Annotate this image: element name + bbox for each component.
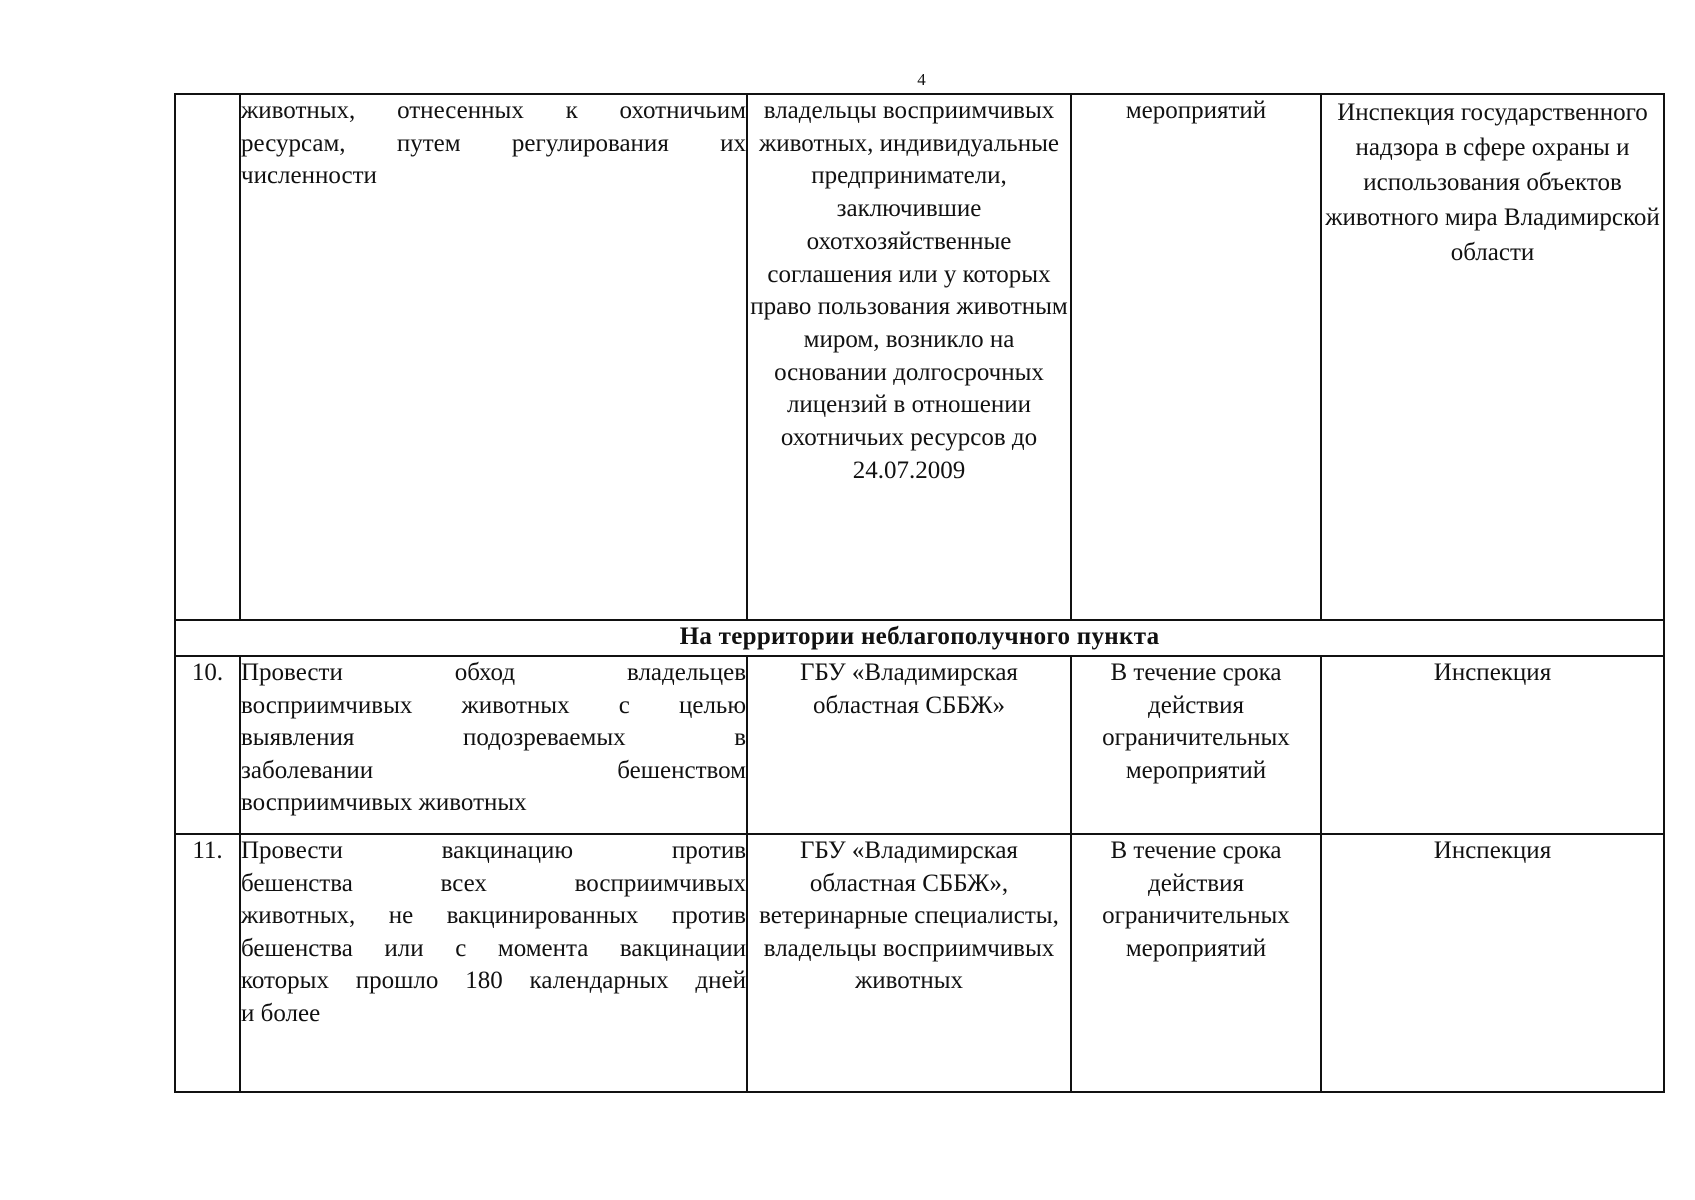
action-cell bbox=[240, 656, 747, 834]
control-cell: Инспекция bbox=[1321, 656, 1664, 834]
term-cell: мероприятий bbox=[1071, 94, 1321, 620]
action-line: и более bbox=[241, 999, 321, 1027]
section-title: На территории неблагополучного пункта bbox=[175, 620, 1664, 656]
action-line: ресурсам, путем регулирования их bbox=[241, 129, 746, 157]
action-line: Провести вакцинацию против bbox=[241, 837, 746, 864]
action-line: бешенства всех восприимчивых bbox=[241, 869, 746, 897]
responsible-cell: ГБУ «Владимирская областная СББЖ», ветеринарные специалисты, владельцы восприимчивых животных bbox=[747, 834, 1071, 1092]
action-line: численности bbox=[241, 162, 377, 189]
action-line: восприимчивых животных с целью bbox=[241, 691, 746, 719]
action-line: которых прошло 180 календарных дней bbox=[241, 967, 746, 994]
control-cell: Инспекция государственного надзора в сфере охраны и использования объектов животного мира Владимирской области bbox=[1321, 94, 1664, 620]
action-line: Провести обход владельцев bbox=[241, 659, 746, 686]
row-number-cell bbox=[175, 94, 240, 620]
row-number-cell: 11. bbox=[175, 834, 240, 1092]
measures-table bbox=[174, 93, 1665, 1093]
term-cell: В течение срока действия ограничительных мероприятий bbox=[1071, 834, 1321, 1092]
responsible-cell: ГБУ «Владимирская областная СББЖ» bbox=[747, 656, 1071, 834]
action-line: восприимчивых животных bbox=[241, 789, 527, 816]
action-line: животных, отнесенных к охотничьим bbox=[241, 97, 746, 124]
control-cell: Инспекция bbox=[1321, 834, 1664, 1092]
responsible-cell: владельцы восприимчивых животных, индивидуальные предприниматели, заключившие охотхозяйственные соглашения или у которых право пользования животным миром, возникло на основании долгосрочных лицензий в отношении охотничьих ресурсов до 24.07.2009 bbox=[747, 94, 1071, 620]
action-cell bbox=[240, 94, 747, 620]
term-cell: В течение срока действия ограничительных мероприятий bbox=[1071, 656, 1321, 834]
page-number: 4 bbox=[917, 70, 926, 89]
table-row bbox=[175, 656, 1664, 834]
action-line: бешенства или с момента вакцинации bbox=[241, 934, 746, 962]
table-section-row bbox=[175, 620, 1664, 656]
action-line: заболевании бешенством bbox=[241, 756, 746, 784]
action-line: животных, не вакцинированных против bbox=[241, 902, 746, 929]
table-row-continuation bbox=[175, 94, 1664, 620]
table-row bbox=[175, 834, 1664, 1092]
row-number-cell: 10. bbox=[175, 656, 240, 834]
action-line: выявления подозреваемых в bbox=[241, 724, 746, 751]
action-cell bbox=[240, 834, 747, 1092]
